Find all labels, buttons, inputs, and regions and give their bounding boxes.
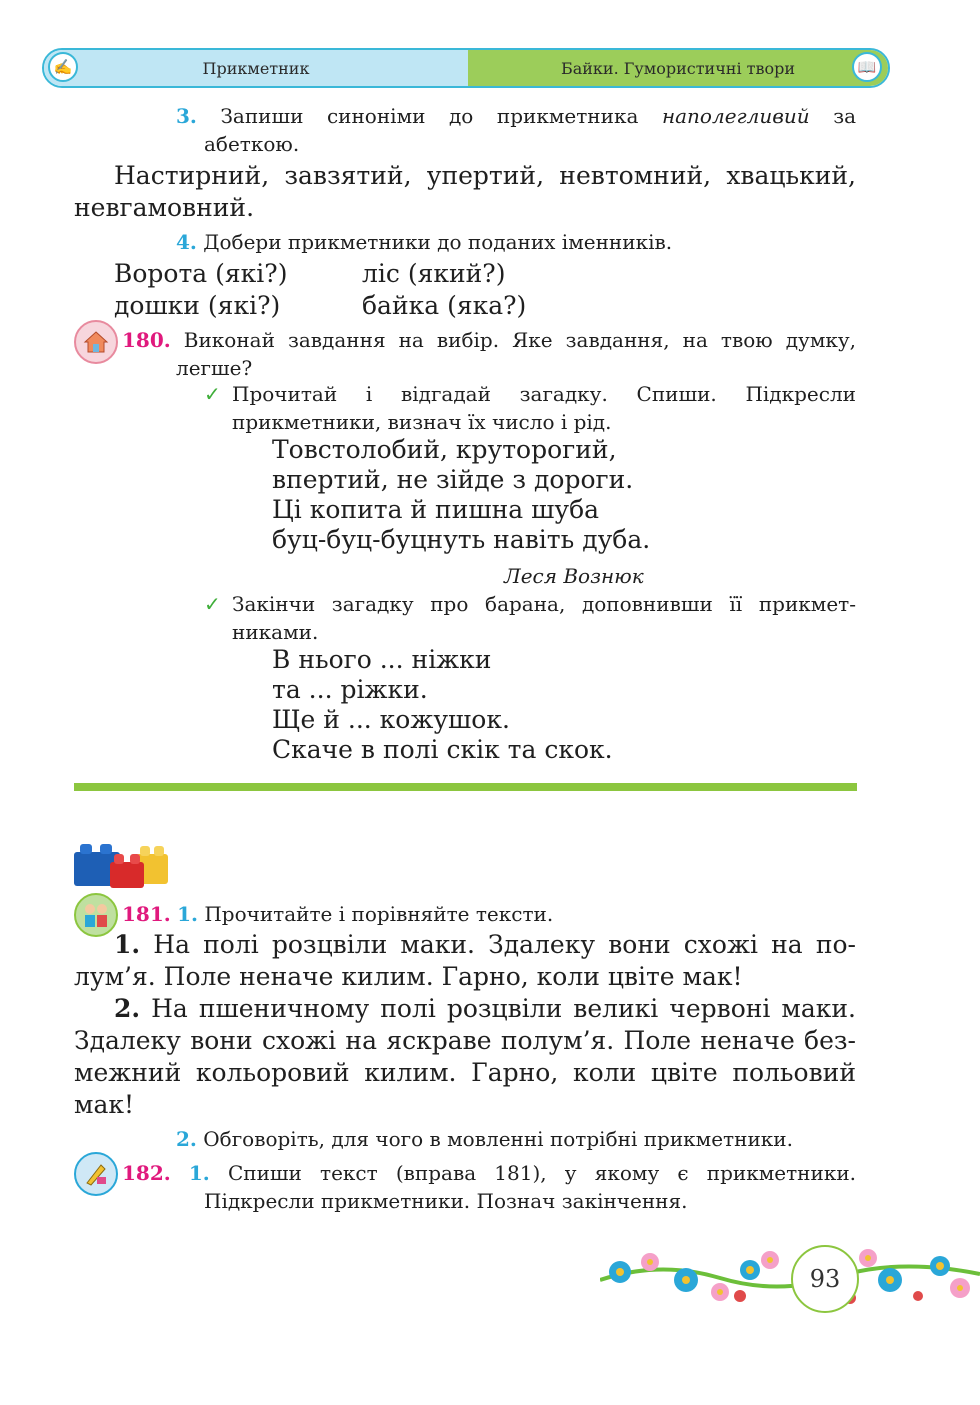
poem1-line3: Ці копита й пишна шуба: [272, 495, 600, 524]
task4-r2c1: дошки (які?): [114, 291, 281, 320]
ex180-option2-line2: никами.: [232, 620, 319, 644]
ex182-line1: 182. 1. Спиши текст (вправа 181), у якому є прикметники.: [122, 1161, 857, 1185]
writing-task-icon: [74, 1152, 118, 1196]
header-right-title: Байки. Гумористичні твори: [468, 50, 888, 86]
poem2-line3: Ще й ... кожушок.: [272, 705, 510, 734]
poem1-line1: Товстолобий, круторогий,: [272, 435, 617, 464]
home-task-icon: [74, 320, 118, 364]
task3-answer-line2: невгамовний.: [74, 193, 255, 222]
task4-r1c2: ліс (який?): [362, 259, 506, 288]
ex180-line1: 180. Виконай завдання на вибір. Яке завдання, на твою думку,: [122, 328, 857, 352]
check-icon: ✓: [204, 382, 221, 406]
poem1-author: Леся Вознюк: [504, 564, 644, 588]
header-left-title: Прикметник: [44, 50, 468, 86]
ex181-text2-line3: межний кольоровий килим. Гарно, коли цвіте польовий: [74, 1058, 856, 1087]
ex180-option1-line1: Прочитай і відгадай загадку. Спиши. Підкресли: [232, 382, 856, 406]
ex180-option2-line1: Закінчи загадку про барана, доповнивши її прикмет-: [232, 592, 856, 616]
poem2-line2: та ... ріжки.: [272, 675, 428, 704]
task4-number: 4.: [176, 230, 197, 254]
ex181-text2-line4: мак!: [74, 1090, 135, 1119]
poem2-line1: В нього ... ніжки: [272, 645, 492, 674]
poem2-line4: Скаче в полі скік та скок.: [272, 735, 613, 764]
poem1-line2: впертий, не зійде з дороги.: [272, 465, 634, 494]
task3-line2: абеткою.: [204, 132, 300, 156]
task3-number: 3.: [176, 104, 197, 128]
check-icon: ✓: [204, 592, 221, 616]
ex180-line2: легше?: [176, 356, 253, 380]
ex182-number: 182.: [122, 1161, 171, 1185]
task4-r1c1: Ворота (які?): [114, 259, 288, 288]
ex180-option1-line2: прикметники, визнач їх число і рід.: [232, 410, 612, 434]
task4-instruction: 4. Добери прикметники до поданих іменників.: [176, 230, 673, 254]
ex181-task2: 2. Обговоріть, для чого в мовленні потрібні прикметники.: [176, 1127, 793, 1151]
flower-garland: [600, 1240, 980, 1314]
blocks-icon: [74, 840, 170, 894]
task3-answer-line1: Настирний, завзятий, упертий, невтомний, хвацький,: [114, 161, 856, 190]
ex181-text2-line2: Здалеку вони схожі на яскраве полум’я. Поле неначе без-: [74, 1026, 856, 1055]
section-divider: [74, 783, 857, 791]
page-number: 93: [791, 1245, 859, 1313]
book-icon: 📖: [852, 52, 882, 82]
ex181-text1-line2: лум’я. Поле неначе килим. Гарно, коли цвіте мак!: [74, 962, 743, 991]
ex181-text1-line1: 1. На полі розцвіли маки. Здалеку вони схожі на по-: [114, 930, 856, 959]
poem1-line4: буц-буц-буцнуть навіть дуба.: [272, 525, 651, 554]
task3-keyword: наполегливий: [661, 104, 810, 128]
ex181-number: 181.: [122, 902, 171, 926]
ex181-text2-line1: 2. На пшеничному полі розцвіли великі червоні маки.: [114, 994, 856, 1023]
page-header: [42, 48, 890, 88]
ex182-line2: Підкресли прикметники. Познач закінчення.: [204, 1189, 688, 1213]
ex180-number: 180.: [122, 328, 171, 352]
task3-line1: 3. Запиши синоніми до прикметника наполегливий за: [176, 104, 857, 128]
pen-icon: ✍: [48, 52, 78, 82]
ex181-instruction: 181. 1. Прочитайте і порівняйте тексти.: [122, 902, 554, 926]
task4-r2c2: байка (яка?): [362, 291, 527, 320]
pair-work-icon: [74, 893, 118, 937]
